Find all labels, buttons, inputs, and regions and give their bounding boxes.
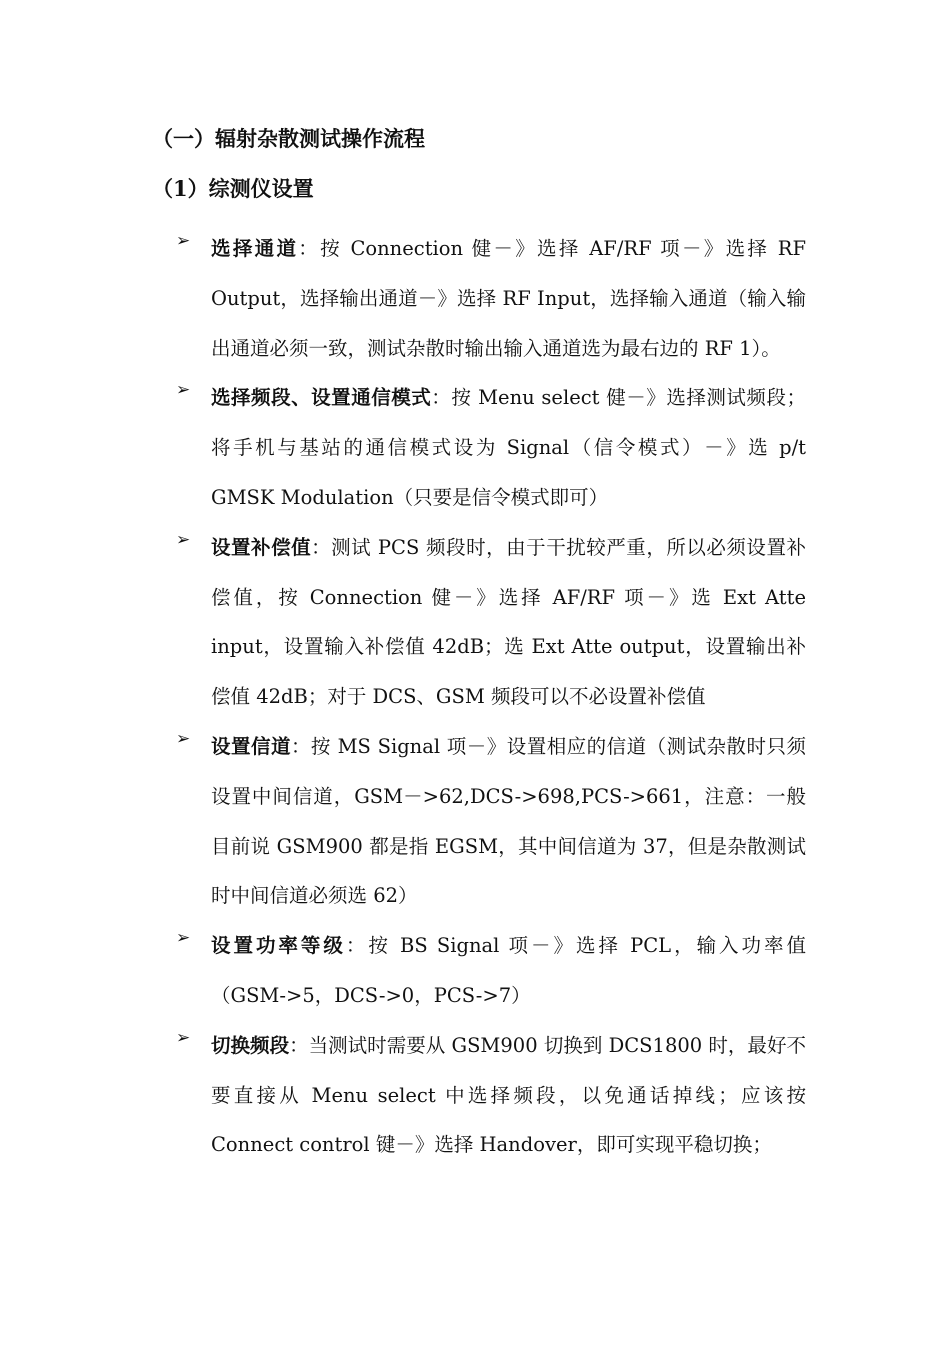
- bullet-body: ：按 BS Signal 项－》选择 PCL，输入功率值（GSM->5，DCS->0，PCS->7）: [211, 934, 806, 1007]
- bullet-item-compensation: [176, 523, 806, 722]
- arrow-bullet-icon: ➢: [176, 529, 191, 550]
- arrow-bullet-icon: ➢: [176, 380, 191, 401]
- bullet-body: ：按 Menu select 健－》选择测试频段；将手机与基站的通信模式设为 Signal（信令模式）－》选 p/t GMSK Modulation（只要是信令模式即可）: [211, 386, 806, 509]
- bullet-lead: 设置信道: [211, 734, 291, 758]
- bullet-paragraph: [211, 523, 806, 722]
- section-heading: （一）辐射杂散测试操作流程: [152, 126, 425, 151]
- bullet-item-switch-band: [176, 1021, 806, 1170]
- bullet-body: ：按 MS Signal 项－》设置相应的信道（测试杂散时只须设置中间信道，GSM－>62,DCS->698,PCS->661，注意：一般目前说 GSM900 都是指 EGSM，其中间信道为 37，但是杂散测试时中间信道必须选 62）: [211, 734, 806, 908]
- bullet-lead: 设置补偿值: [211, 535, 312, 559]
- bullet-item-select-channel: [176, 224, 806, 373]
- bullet-paragraph: [211, 921, 806, 1021]
- bullet-body: ：测试 PCS 频段时，由于干扰较严重，所以必须设置补偿值，按 Connection 健－》选择 AF/RF 项－》选 Ext Atte input，设置输入补偿值 42dB；选 Ext Atte output，设置输出补偿值 42dB；对于 DCS、GSM 频段可以不必设置补偿值: [211, 535, 806, 709]
- bullet-list: [176, 224, 806, 1170]
- bullet-lead: 设置功率等级: [211, 934, 346, 958]
- bullet-paragraph: [211, 1021, 806, 1170]
- bullet-body: ：按 Connection 健－》选择 AF/RF 项－》选择 RF Output，选择输出通道－》选择 RF Input，选择输入通道（输入输出通道必须一致，测试杂散时输出输入通道选为最右边的 RF 1）。: [211, 237, 806, 360]
- bullet-paragraph: [211, 722, 806, 921]
- arrow-bullet-icon: ➢: [176, 928, 191, 949]
- bullet-paragraph: [211, 373, 806, 522]
- bullet-item-power-level: [176, 921, 806, 1021]
- arrow-bullet-icon: ➢: [176, 1027, 191, 1048]
- bullet-lead: 切换频段: [211, 1033, 290, 1057]
- arrow-bullet-icon: ➢: [176, 231, 191, 251]
- bullet-paragraph: [211, 224, 806, 373]
- bullet-item-set-channel: [176, 722, 806, 921]
- bullet-lead: 选择通道: [211, 237, 299, 260]
- bullet-lead: 选择频段、设置通信模式: [211, 386, 432, 410]
- bullet-item-select-band: [176, 373, 806, 522]
- arrow-bullet-icon: ➢: [176, 728, 191, 749]
- bullet-body: ：当测试时需要从 GSM900 切换到 DCS1800 时，最好不要直接从 Menu select 中选择频段，以免通话掉线；应该按 Connect control 键－》选择 Handover，即可实现平稳切换；: [211, 1033, 806, 1157]
- subsection-heading: （1）综测仪设置: [152, 176, 314, 201]
